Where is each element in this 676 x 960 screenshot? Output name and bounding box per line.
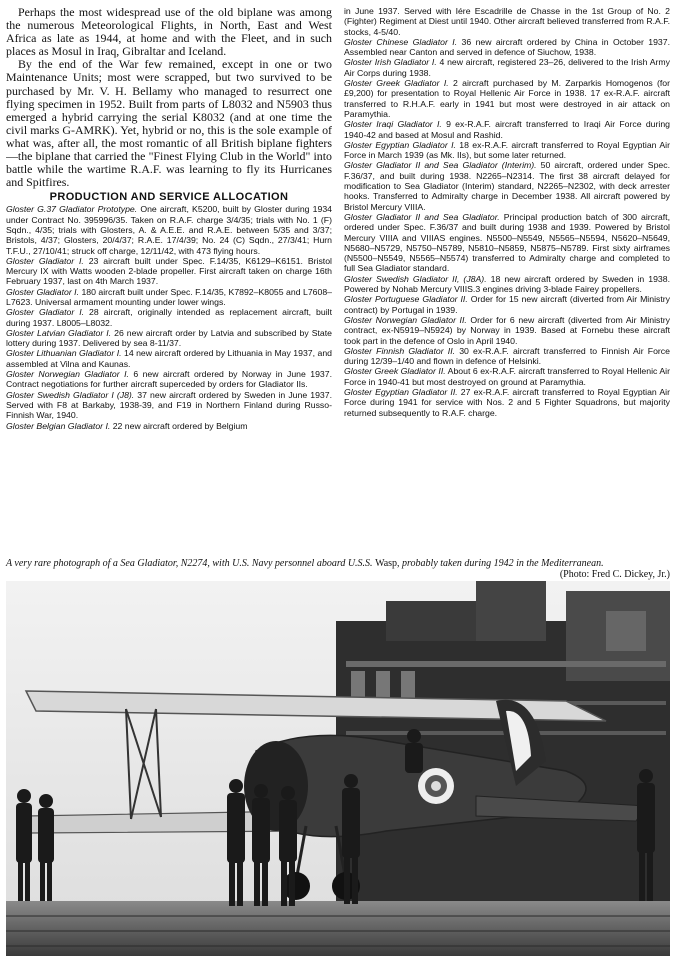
right-column	[344, 6, 670, 554]
entry-text: 27 ex-R.A.F. aircraft transferred to Royal Egyptian Air Force during 1941 for service with Nos. 2 and 5 Fighter Squadrons, but majority returned subsequently to R.A.F. charge.	[344, 386, 670, 418]
entry-title: Gloster Gladiator I.	[6, 255, 84, 266]
entry-text: 6 new aircraft ordered by Norway in June 1937. Contract negotiations for further aircraft superceded by orders for Gladiator IIs.	[6, 369, 332, 390]
allocation-entry	[344, 57, 670, 78]
entry-title: Gloster Iraqi Gladiator I.	[344, 119, 442, 130]
entry-text: 23 aircraft built under Spec. F.14/35, K6129–K6151. Bristol Mercury IX with Watts wooden 2-blade propeller. First aircraft taken on charge 16th February 1937, last on 4th March 1937.	[6, 255, 332, 287]
entry-title: Gloster Egyptian Gladiator II.	[344, 386, 458, 397]
allocation-entry	[344, 78, 670, 119]
caption-text-start: A very rare photograph of a Sea Gladiator, N2274, with U.S. Navy personnel aboard U.S.S.	[6, 558, 376, 569]
allocation-entry	[6, 328, 332, 349]
entry-text: 18 new aircraft ordered by Sweden in 1938. Powered by Nohab Mercury VIIIS.3 engines driving 3-blade Fairey propellers.	[344, 273, 670, 295]
allocation-entry	[6, 421, 332, 431]
entry-text: 14 new aircraft ordered by Lithuania in May 1937, and assembled at Vilna and Kaunas.	[6, 348, 332, 369]
entry-text: 28 aircraft, originally intended as replacement aircraft, built during 1937. L8005–L8032.	[6, 307, 332, 328]
entry-text: 4 new aircraft, registered 23–26, delivered to the Irish Army Air Corps during 1938.	[344, 57, 670, 78]
entry-title: Gloster Gladiator I.	[6, 307, 85, 318]
allocation-entry	[6, 287, 332, 308]
allocation-entry	[344, 387, 670, 418]
allocation-entry	[344, 119, 670, 140]
entry-title: Gloster Egyptian Gladiator I.	[344, 139, 456, 150]
entry-text: 22 new aircraft ordered by Belgium	[110, 420, 248, 431]
flight-deck	[6, 901, 670, 956]
entry-title: Gloster Norwegian Gladiator I.	[6, 369, 129, 380]
entry-title: Gloster Greek Gladiator I.	[344, 78, 449, 89]
allocation-entry	[344, 140, 670, 161]
entry-text: in June 1937. Served with Iére Escadrille de Chasse in the 1st Group of No. 2 (Fighter) Regiment at Diest until 1940. Other aircraft believed transferred from R.A.F. stocks, 4-5/40.	[344, 6, 670, 37]
entry-text: Order for 6 new aircraft (diverted from Air Ministry contract, ex-N5919–N5924) by Norway in 1939. Based at Fornebu these aircraft took part in the defence of Oslo in April 1940.	[344, 314, 670, 346]
entry-text: Order for 15 new aircraft (diverted from Air Ministry contract) by Portugal in 1939.	[344, 294, 670, 315]
entry-title: Gloster Gladiator II and Sea Gladiator.	[344, 211, 500, 222]
allocation-entry	[344, 315, 670, 346]
entry-title: Gloster Greek Gladiator II.	[344, 366, 446, 377]
allocation-entry	[6, 204, 332, 255]
photo-credit: (Photo: Fred C. Dickey, Jr.)	[559, 569, 670, 580]
entry-title: Gloster Finnish Gladiator II.	[344, 345, 456, 356]
allocation-entry	[6, 307, 332, 328]
entry-title: Gloster Gladiator II and Sea Gladiator (Interim).	[344, 160, 537, 171]
entry-text: 9 ex-R.A.F. aircraft transferred to Iraqi Air Force during 1940-42 and based at Mosul and Rashid.	[344, 119, 670, 140]
entry-title: Gloster Gladiator I.	[6, 286, 79, 297]
intro-paragraph-1: Perhaps the most widespread use of the old biplane was among the numerous Meteorological Flights, in North, East and West Africa as late as 1944, at home and with the Fleet, and in such places as Mosul in Iraq, Gibraltar and Iceland.	[6, 6, 332, 59]
section-heading: PRODUCTION AND SERVICE ALLOCATION	[49, 191, 289, 204]
allocation-entry	[344, 274, 670, 295]
allocation-entry	[344, 160, 670, 211]
allocation-entry	[344, 212, 670, 274]
sea-gladiator-photo	[6, 581, 670, 956]
entry-title: Gloster G.37 Gladiator Prototype.	[6, 204, 138, 215]
entry-title: Gloster Belgian Gladiator I.	[6, 420, 111, 431]
entry-text: 30 ex-R.A.F. aircraft transferred to Finnish Air Force during 12/39–1/40 and flown in defence of Helsinki.	[344, 345, 670, 367]
photo-caption	[6, 558, 670, 580]
entry-text: 37 new aircraft ordered by Sweden in June 1937. Served with F8 at Barkaby, 1938-39, and F19 in Northern Finland during Russo-Finnish War, 1940.	[6, 389, 332, 421]
allocation-entry	[6, 369, 332, 390]
photo-illustration	[6, 581, 670, 956]
allocation-entry	[344, 294, 670, 315]
intro-text	[6, 6, 332, 189]
entry-text: 26 new aircraft order by Latvia and subscribed by State lottery during 1937. Delivered by sea 8-11/37.	[6, 327, 332, 349]
entry-text: One aircraft, K5200, built by Gloster during 1934 under Contract No. 395996/35. Taken on R.A.F. charge 3/4/35; trials with No. 1 (F) Sqdn., 4/35; trials with Glosters, A. & A.E.E. and R.A.E. between 5/35 and 3/37; Bristols, 4/37; Glosters, 20/4/37; R.A.E. 17/4/39; No. 24 (C) Sqdn., 27/3/41; Hurn T.F.U., 27/10/41; struck off charge, 12/11/42, with 473 flying hours.	[6, 204, 332, 256]
entry-text: 18 ex-R.A.F. aircraft transferred to Royal Egyptian Air Force in March 1939 (as Mk. IIs), but some later returned.	[344, 139, 670, 161]
entry-title: Gloster Norwegian Gladiator II.	[344, 314, 467, 325]
entry-text: 36 new aircraft ordered by China in October 1937. Assembled near Canton and served in defence of Siuchow, 1938.	[344, 36, 670, 58]
entry-title: Gloster Irish Gladiator I.	[344, 57, 437, 68]
entry-text: 2 aircraft purchased by M. Zarparkis Homogenos (for £9,200) for presentation to Royal Hellenic Air Force in 1938. 17 ex-R.A.F. aircraft transferred to R.H.A.F. early in 1941 but most were destroyed in air attack on Paramythia.	[344, 78, 670, 119]
allocation-entry	[344, 346, 670, 367]
entry-text: 50 aircraft, ordered under Spec. F.36/37, and built during 1938. N2265–N2314. The first 38 aircraft delayed for modification to Sea Gladiator (Interim) standard, N2265–N2302, with deck arrester hooks. Transferred to Admiralty charge in December 1938. All aircraft powered by Bristol Mercury VIIIA.	[344, 160, 670, 212]
allocation-entry	[344, 6, 670, 37]
entry-title: Gloster Latvian Gladiator I.	[6, 327, 112, 338]
text-columns	[6, 6, 670, 554]
left-column	[6, 6, 332, 554]
caption-ship-name: Wasp,	[375, 558, 400, 569]
allocation-list-left	[6, 204, 332, 431]
entry-title: Gloster Swedish Gladiator II, (J8A).	[344, 273, 487, 284]
entry-title: Gloster Portuguese Gladiator II.	[344, 294, 468, 305]
entry-text: Principal production batch of 300 aircraft, ordered under Spec. F.36/37 and built during 1938 and 1939. Powered by Bristol Mercury VIIIA and VIIIAS engines. N5500–N5549, N5565–N5594, N5620–N5649, N5680–N5729, N5750–N5789, N5810–N5859, N5875–N5789. First sixty airframes (N5500–N5549, N5565–N5574) transferred to Admiralty charge and completed to full Sea Gladiator standard.	[344, 211, 670, 274]
intro-paragraph-2: By the end of the War few remained, except in one or two Maintenance Units; most were scrapped, but two survived to be purchased by Mr. V. H. Bellamy who managed to resurrect one flying specimen in 1952. Built from parts of L8032 and N5903 thus emerged a hybrid carrying the serial K8032 (and at one time the civil marks G-AMRK). Yet, hybrid or no, this is the sole example of what was, after all, the most romantic of all British biplane fighters—the biplane that carried the "Finest Flying Club in the World" into battle while the wartime R.A.F. was learning to fly its Hurricanes and Spitfires.	[6, 57, 332, 190]
entry-title: Gloster Swedish Gladiator I (J8).	[6, 389, 135, 400]
allocation-entry	[344, 37, 670, 58]
entry-title: Gloster Lithuanian Gladiator I.	[6, 348, 122, 359]
allocation-entry	[344, 366, 670, 387]
allocation-entry	[6, 390, 332, 421]
entry-text: About 6 ex-R.A.F. aircraft transferred to Royal Hellenic Air Force in 1940-41 but most destroyed on ground at Paramythia.	[344, 366, 670, 387]
caption-text-end: probably taken during 1942 in the Mediterranean.	[399, 558, 604, 569]
entry-title: Gloster Chinese Gladiator I.	[344, 36, 458, 47]
entry-text: 180 aircraft built under Spec. F.14/35, K7892–K8055 and L7608–L7623. Universal armament mounting under lower wings.	[6, 286, 332, 307]
allocation-list-right	[344, 6, 670, 418]
allocation-entry	[6, 348, 332, 369]
allocation-entry	[6, 256, 332, 287]
